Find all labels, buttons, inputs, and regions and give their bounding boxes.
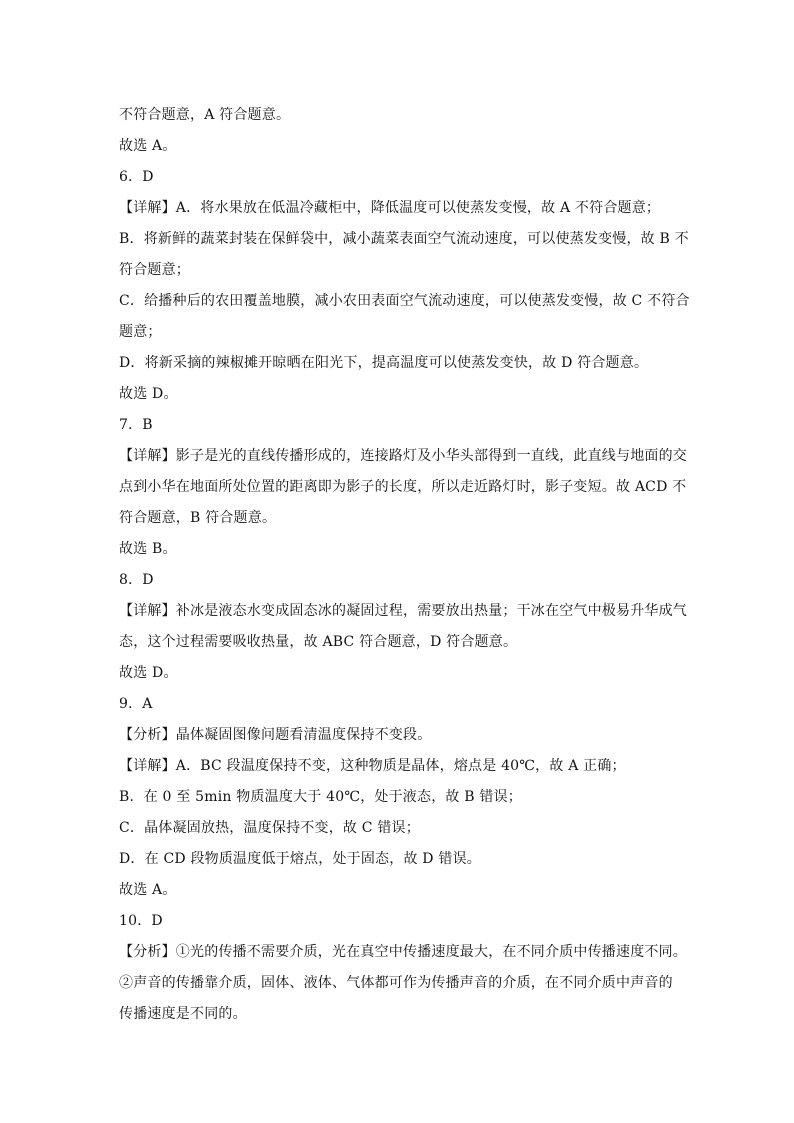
question-number: 6．D (119, 169, 154, 185)
text-line: 【分析】晶体凝固图像问题看清温度保持不变段。 (119, 727, 432, 743)
text-line: 【详解】A．BC 段温度保持不变，这种物质是晶体，熔点是 40℃，故 A 正确； (119, 758, 626, 774)
text-line: 题意； (119, 324, 162, 340)
text-line: 故选 D。 (119, 665, 178, 681)
text-line: D．在 CD 段物质温度低于熔点，处于固态，故 D 错误。 (119, 851, 481, 867)
text-line: C．晶体凝固放热，温度保持不变，故 C 错误； (119, 820, 420, 836)
text-line: 故选 A。 (119, 138, 177, 154)
text-line: 符合题意，B 符合题意。 (119, 510, 277, 526)
text-line: 态，这个过程需要吸收热量，故 ABC 符合题意，D 符合题意。 (119, 634, 518, 650)
text-line: ②声音的传播靠介质，固体、液体、气体都可作为传播声音的介质，在不同介质中声音的 (119, 975, 673, 991)
text-line: 不符合题意，A 符合题意。 (119, 107, 291, 123)
text-line: 【详解】影子是光的直线传播形成的，连接路灯及小华头部得到一直线，此直线与地面的交 (119, 448, 687, 464)
text-line: 故选 B。 (119, 541, 177, 557)
text-line: C．给播种后的农田覆盖地膜，减小农田表面空气流动速度，可以使蒸发变慢，故 C 不符合 (119, 293, 690, 309)
text-line: D．将新采摘的辣椒摊开晾晒在阳光下，提高温度可以使蒸发变快，故 D 符合题意。 (119, 355, 649, 371)
text-line: 故选 A。 (119, 882, 177, 898)
question-number: 7．B (119, 417, 153, 433)
question-number: 9．A (119, 696, 153, 712)
text-line: 故选 D。 (119, 386, 178, 402)
text-line: 点到小华在地面所处位置的距离即为影子的长度，所以走近路灯时，影子变短。故 ACD 不 (119, 479, 687, 495)
answer-text-block (119, 100, 690, 1030)
question-number: 10．D (119, 913, 163, 929)
text-line: 【详解】补冰是液态水变成固态冰的凝固过程，需要放出热量；干冰在空气中极易升华成气 (119, 603, 687, 619)
text-line: B．在 0 至 5min 物质温度大于 40℃，处于液态，故 B 错误； (119, 789, 522, 805)
text-line: 传播速度是不同的。 (119, 1006, 247, 1022)
text-line: B．将新鲜的蔬菜封装在保鲜袋中，减小蔬菜表面空气流动速度，可以使蒸发变慢，故 B 不 (119, 231, 689, 247)
text-line: 符合题意； (119, 262, 190, 278)
text-line: 【详解】A．将水果放在低温冷藏柜中，降低温度可以使蒸发变慢，故 A 不符合题意； (119, 200, 661, 216)
question-number: 8．D (119, 572, 154, 588)
text-line: 【分析】①光的传播不需要介质，光在真空中传播速度最大，在不同介质中传播速度不同。 (119, 944, 687, 960)
